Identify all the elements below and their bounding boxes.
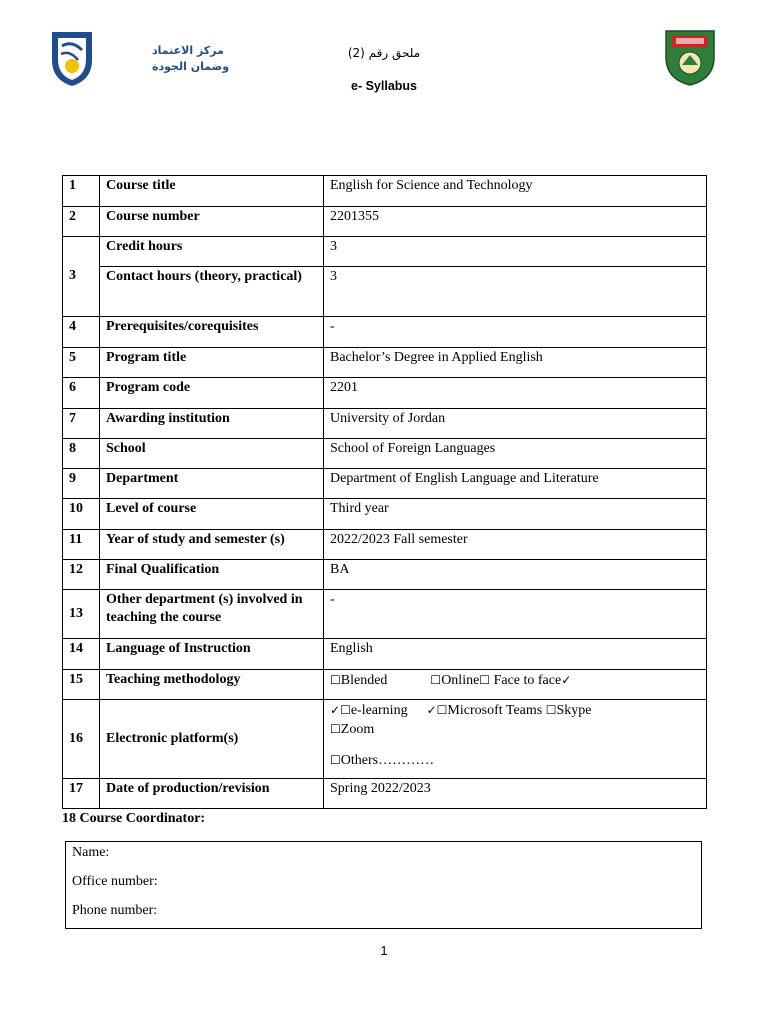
row-number: 6 <box>63 378 100 409</box>
option-skype-label: Skype <box>556 703 592 718</box>
row-number: 3 <box>63 237 100 317</box>
row-value: Third year <box>324 499 707 530</box>
row-number: 16 <box>63 700 100 779</box>
table-row <box>63 670 707 700</box>
row-label: Year of study and semester (s) <box>100 530 324 560</box>
check-mark-icon: ✓ <box>330 703 341 717</box>
table-row <box>63 639 707 670</box>
row-value: 3 <box>324 267 707 317</box>
table-row <box>63 176 707 207</box>
row-label: Teaching methodology <box>100 670 324 700</box>
row-value: Department of English Language and Literature <box>324 469 707 499</box>
table-row <box>63 409 707 439</box>
page-number: 1 <box>380 943 388 958</box>
option-blended-label: Blended <box>340 673 388 688</box>
row-value: BA <box>324 560 707 590</box>
row-value: School of Foreign Languages <box>324 439 707 469</box>
table-row <box>63 779 707 809</box>
row-value: 2022/2023 Fall semester <box>324 530 707 560</box>
option-elearning-label: e-learning <box>350 703 408 718</box>
row-value: University of Jordan <box>324 409 707 439</box>
table-row <box>63 560 707 590</box>
row-label: Course number <box>100 207 324 237</box>
row-value: 2201 <box>324 378 707 409</box>
row-number: 10 <box>63 499 100 530</box>
annex-label: ملحق رقم (2) <box>347 46 421 60</box>
option-others-label: Others………… <box>340 753 435 768</box>
table-row <box>63 469 707 499</box>
row-label: Awarding institution <box>100 409 324 439</box>
option-microsoft-teams-label: Microsoft Teams <box>447 703 543 718</box>
table-row <box>63 700 707 779</box>
row-number: 1 <box>63 176 100 207</box>
checkbox-skype[interactable]: ☐ <box>545 703 557 717</box>
row-number: 12 <box>63 560 100 590</box>
coordinator-name-field: Name: <box>72 845 110 860</box>
row-number: 17 <box>63 779 100 809</box>
row-label: Program title <box>100 348 324 378</box>
course-coordinator-heading: 18 Course Coordinator: <box>62 811 206 826</box>
row-number: 5 <box>63 348 100 378</box>
row-value: English <box>324 639 707 670</box>
row-number: 11 <box>63 530 100 560</box>
table-row <box>63 237 707 267</box>
row-label: Prerequisites/corequisites <box>100 317 324 348</box>
checkbox-blended[interactable]: ☐ <box>330 673 341 687</box>
row-value: English for Science and Technology <box>324 176 707 207</box>
row-value: - <box>324 317 707 348</box>
row-label: Language of Instruction <box>100 639 324 670</box>
row-value: Bachelor’s Degree in Applied English <box>324 348 707 378</box>
row-label: Course title <box>100 176 324 207</box>
row-value: 2201355 <box>324 207 707 237</box>
row-label: Date of production/revision <box>100 779 324 809</box>
row-label: Contact hours (theory, practical) <box>100 267 324 317</box>
row-value: 3 <box>324 237 707 267</box>
table-row <box>63 530 707 560</box>
table-row <box>63 267 707 317</box>
row-label: School <box>100 439 324 469</box>
row-number: 8 <box>63 439 100 469</box>
row-number: 4 <box>63 317 100 348</box>
row-value: Spring 2022/2023 <box>324 779 707 809</box>
row-number: 15 <box>63 670 100 700</box>
row-number: 2 <box>63 207 100 237</box>
row-number: 13 <box>63 590 100 639</box>
row-label: Electronic platform(s) <box>100 700 324 779</box>
table-row <box>63 207 707 237</box>
course-coordinator-box <box>65 841 702 929</box>
document-title: e- Syllabus <box>351 79 417 93</box>
checkbox-face-to-face[interactable]: ☐ <box>479 673 491 687</box>
checkbox-others[interactable]: ☐ <box>330 753 341 767</box>
checkbox-zoom[interactable]: ☐ <box>330 722 341 736</box>
table-row <box>63 439 707 469</box>
option-face-to-face-label: Face to face <box>493 673 562 688</box>
coordinator-office-field: Office number: <box>72 874 158 889</box>
option-zoom-label: Zoom <box>340 722 375 737</box>
table-row <box>63 348 707 378</box>
row-label: Program code <box>100 378 324 409</box>
checkbox-microsoft-teams[interactable]: ☐ <box>436 703 448 717</box>
logo-text-line1: مركز الاعتماد <box>152 44 224 57</box>
row-label: Department <box>100 469 324 499</box>
electronic-platform-options <box>324 700 707 779</box>
row-value: - <box>324 590 707 639</box>
coordinator-phone-field: Phone number: <box>72 903 158 918</box>
row-label: Credit hours <box>100 237 324 267</box>
row-number: 7 <box>63 409 100 439</box>
table-row <box>63 317 707 348</box>
row-label: Level of course <box>100 499 324 530</box>
checkbox-online[interactable]: ☐ <box>430 673 442 687</box>
check-mark-icon: ✓ <box>426 703 437 717</box>
checkbox-elearning[interactable]: ☐ <box>340 703 351 717</box>
table-row <box>63 378 707 409</box>
table-row <box>63 499 707 530</box>
row-number: 14 <box>63 639 100 670</box>
row-label: Other department (s) involved in teaching the course <box>100 590 324 639</box>
teaching-methodology-options <box>324 670 707 700</box>
syllabus-table <box>62 175 707 809</box>
check-mark-icon: ✓ <box>561 673 572 687</box>
table-row <box>63 590 707 639</box>
logo-text-line2: وضمان الجودة <box>152 60 230 73</box>
row-label: Final Qualification <box>100 560 324 590</box>
row-number: 9 <box>63 469 100 499</box>
option-online-label: Online <box>441 673 480 688</box>
